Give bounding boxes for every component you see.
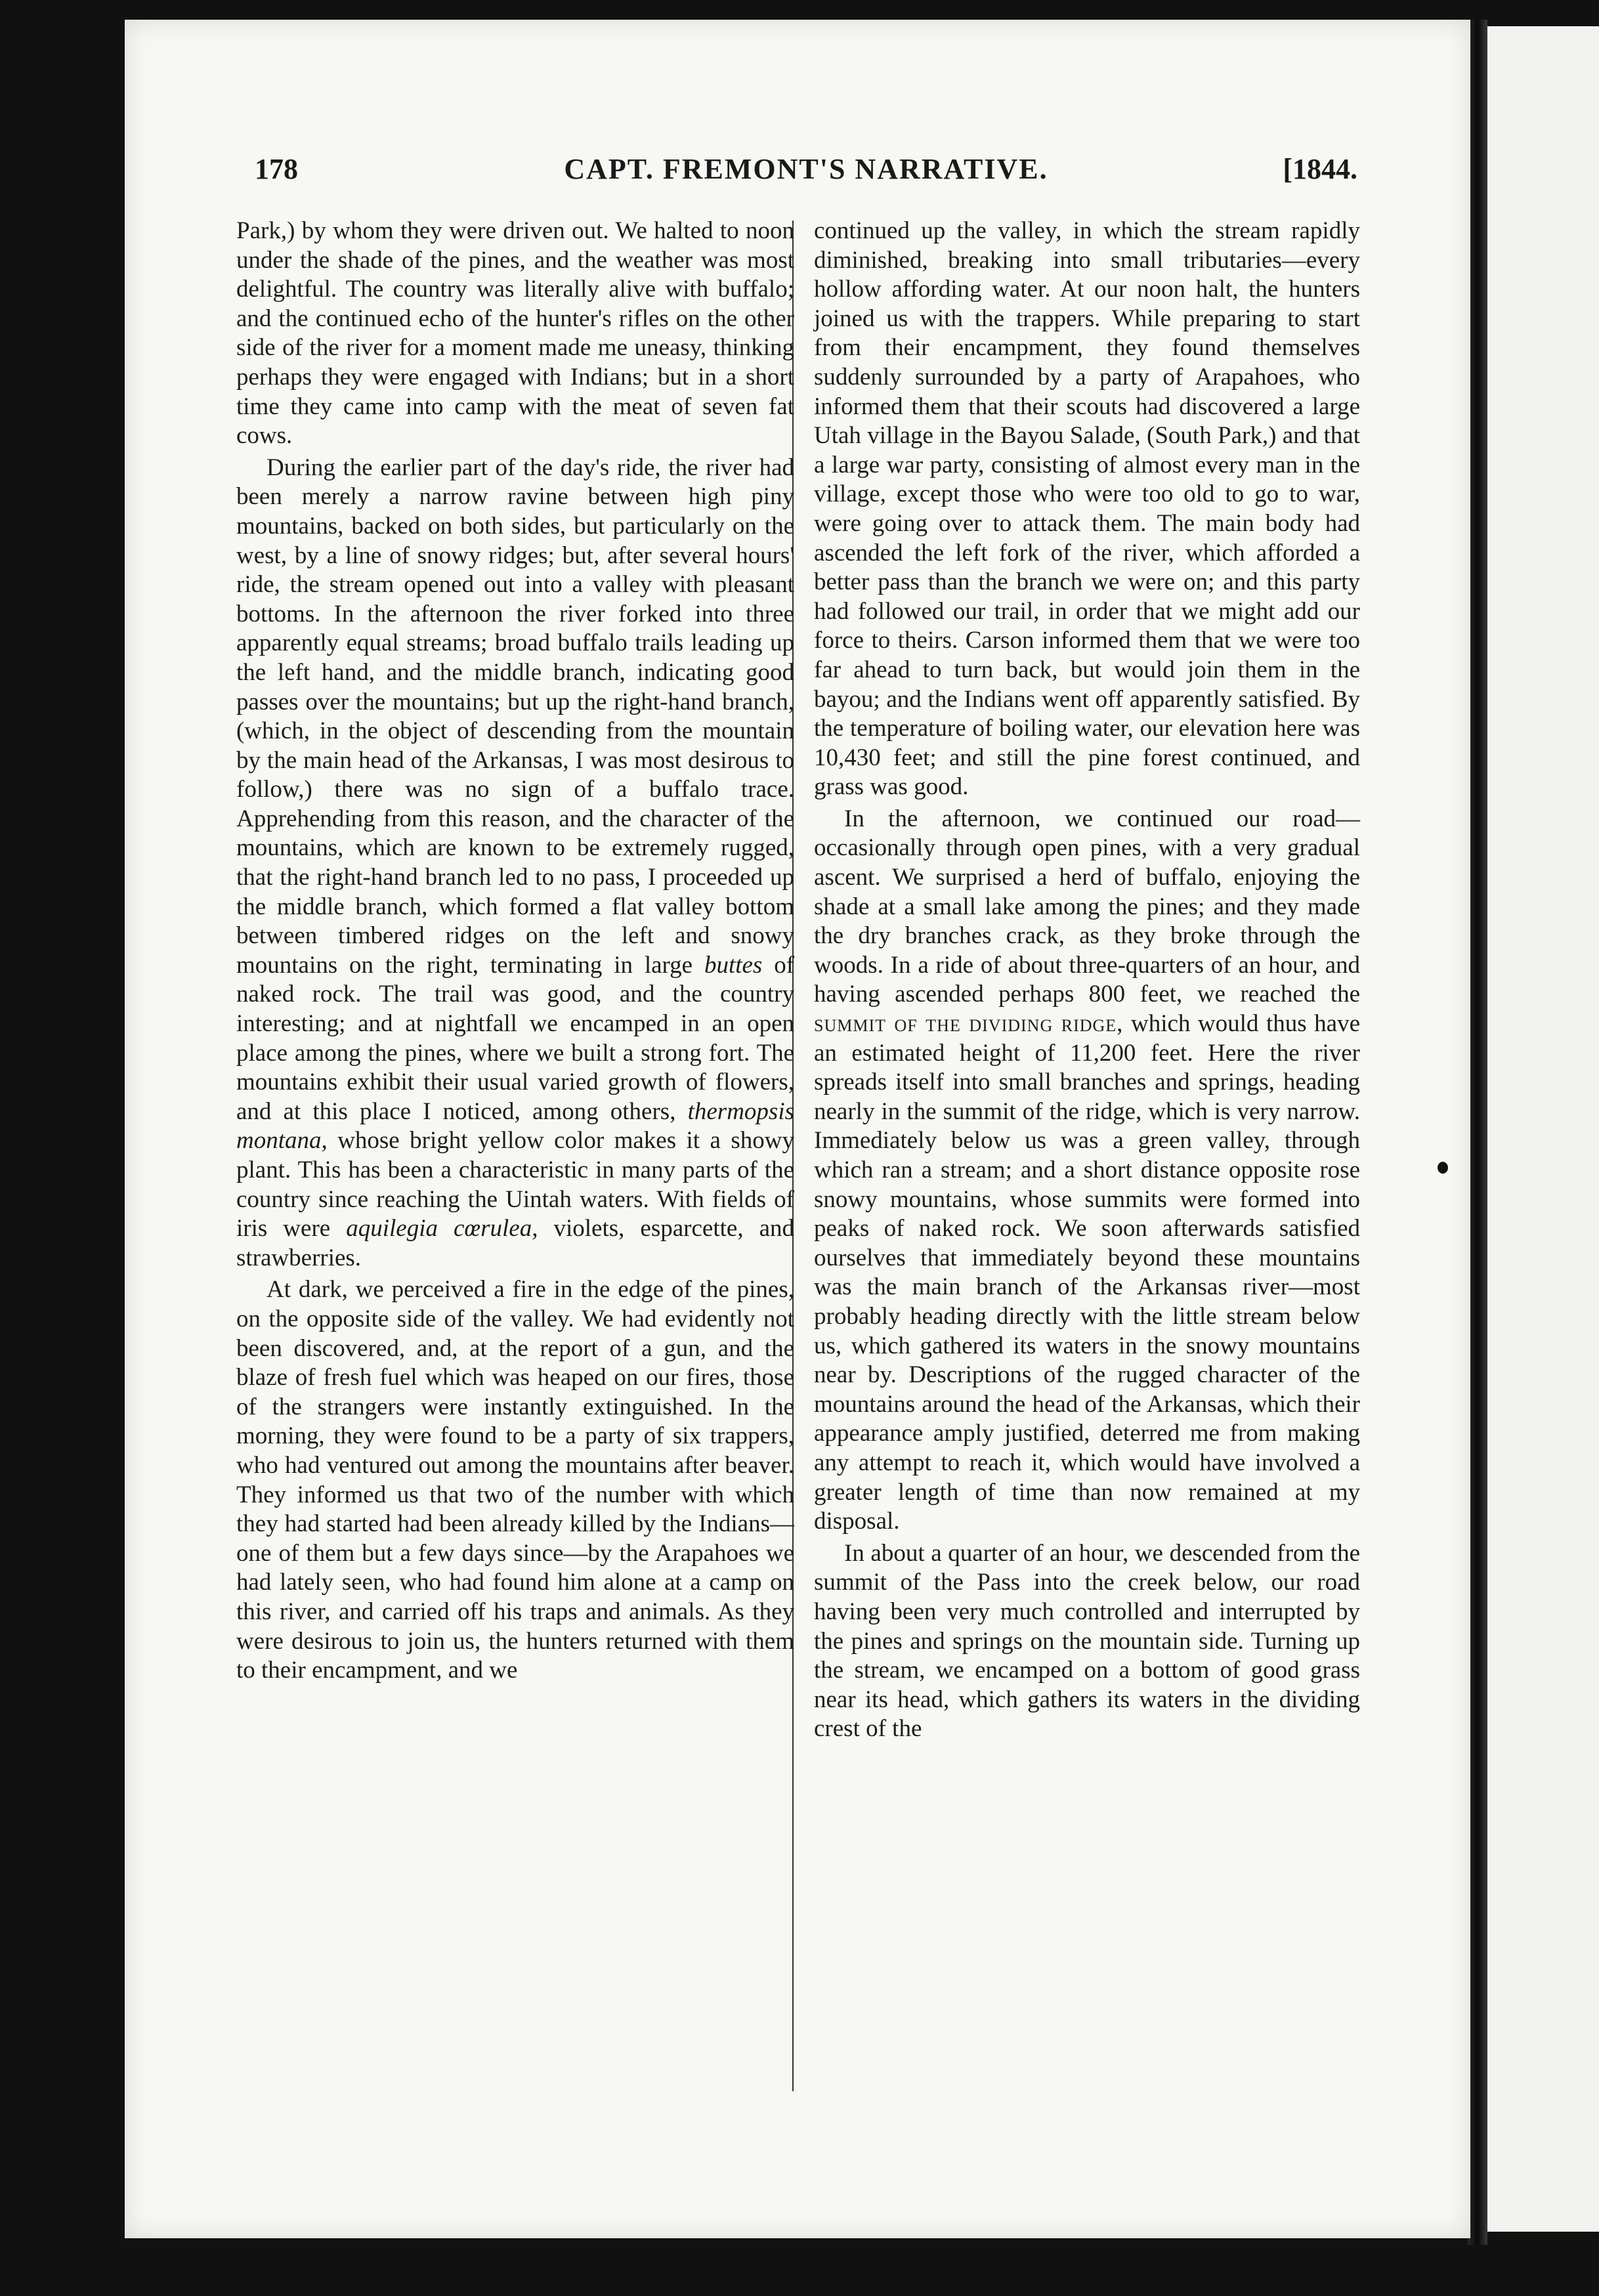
adjacent-page-edge xyxy=(1485,26,1599,2232)
running-title: CAPT. FREMONT'S NARRATIVE. xyxy=(564,153,1048,185)
paragraph: In the afternoon, we continued our road—occasionally through open pines, with a very gradual ascent. We surprised a herd of buffalo, enjoying the shade at a small lake among the pines; and they made the dry branches crack, as they broke through the woods. In a ride of about three-quarters of an hour, and having ascended perhaps 800 feet, we reached the summit of the dividing ridge, which would thus have an estimated height of 11,200 feet. Here the river spreads itself into small branches and springs, heading nearly in the summit of the ridge, which is very narrow. Immediately below us was a green valley, through which ran a stream; and a short distance opposite rose snowy mountains, whose summits were formed into peaks of naked rock. We soon afterwards satisfied ourselves that immediately beyond these mountains was the main branch of the Arkansas river—most probably heading directly with the little stream below us, which gathered its waters in the snowy mountains near by. Descriptions of the rugged character of the mountains around the head of the Arkansas, which their appearance amply justified, deterred me from making any attempt to reach it, which would have involved a greater length of time than now remained at my disposal. xyxy=(814,805,1360,1535)
scan-speck-right xyxy=(1438,1162,1448,1174)
italic-term: thermopsis montana, xyxy=(236,1097,794,1155)
paragraph: During the earlier part of the day's ride, the river had been merely a narrow ravine between high piny mountains, backed on both sides, but particularly on the west, by a line of snowy ridges; but, after several hours' ride, the stream opened out into a valley with pleasant bottoms. In the afternoon the river forked into three apparently equal streams; broad buffalo trails leading up the left hand, and the middle branch, indicating good passes over the mountains; but up the right-hand branch, (which, in the object of descending from the mountain by the main head of the Arkansas, I was most desirous to follow,) there was no sign of a buffalo trace. Apprehending from this reason, and the character of the mountains, which are known to be extremely rugged, that the right-hand branch led to no pass, I proceeded up the middle branch, which formed a flat valley bottom between timbered ridges on the left and snowy mountains on the right, terminating in large buttes of naked rock. The trail was good, and the country interesting; and at nightfall we encamped in an open place among the pines, where we built a strong fort. The mountains exhibit their usual varied growth of flowers, and at this place I noticed, among others, thermopsis montana, whose bright yellow color makes it a showy plant. This has been a characteristic in many parts of the country since reaching the Uintah waters. With fields of iris were aquilegia cœrulea, violets, esparcette, and strawberries. xyxy=(236,454,795,1271)
paragraph: Park,) by whom they were driven out. We halted to noon under the shade of the pines, and the weather was most delightful. The country was literally alive with buffalo; and the continued echo of the hunter's rifles on the other side of the river for a moment made me uneasy, thinking perhaps they were engaged with Indians; but in a short time they came into camp with the meat of seven fat cows. xyxy=(236,217,794,450)
running-head xyxy=(255,152,1357,198)
left-column xyxy=(236,217,794,1686)
italic-term: buttes xyxy=(704,951,763,979)
small-caps-term: summit of the dividing ridge, xyxy=(814,1010,1124,1038)
paragraph: continued up the valley, in which the stream rapidly diminished, breaking into small tributaries—every hollow affording water. At our noon halt, the hunters joined us with the trappers. While preparing to start from their encampment, they found themselves suddenly surrounded by a party of Arapahoes, who informed them that their scouts had discovered a large Utah village in the Bayou Salade, (South Park,) and that a large war party, consisting of almost every man in the village, except those who were too old to go to war, were going over to attack them. The main body had ascended the left fork of the river, which afforded a better pass than the branch we were on; and this party had followed our trail, in order that we might add our force to theirs. Carson informed them that we were too far ahead to turn back, but would join them in the bayou; and the Indians went off apparently satisfied. By the temperature of boiling water, our elevation here was 10,430 feet; and still the pine forest continued, and grass was good. xyxy=(814,217,1360,801)
scan-speck-left xyxy=(60,165,70,177)
right-column xyxy=(814,217,1360,1744)
running-year: [1844. xyxy=(1283,153,1357,185)
paragraph: At dark, we perceived a fire in the edge of the pines, on the opposite side of the valley. We had evidently not been discovered, and, at the report of a gun, and the blaze of fresh fuel which was heaped on our fires, those of the strangers were instantly extinguished. In the morning, they were found to be a party of six trappers, who had ventured out among the mountains after beaver. They informed us that two of the number with which they had started had been already killed by the Indians—one of them but a few days since—by the Arapahoes we had lately seen, who had found him alone at a camp on this river, and carried off his traps and animals. As they were desirous to join us, the hunters returned with them to their encampment, and we xyxy=(236,1276,794,1684)
paragraph: In about a quarter of an hour, we descended from the summit of the Pass into the creek below, our road having been very much controlled and interrupted by the pines and springs on the mountain side. Turning up the stream, we encamped on a bottom of good grass near its head, which gathers its waters in the dividing crest of the xyxy=(814,1539,1360,1743)
page-number: 178 xyxy=(255,153,298,185)
book-gutter-shadow xyxy=(1468,20,1487,2245)
italic-term: aquilegia cœrulea, xyxy=(346,1215,538,1243)
